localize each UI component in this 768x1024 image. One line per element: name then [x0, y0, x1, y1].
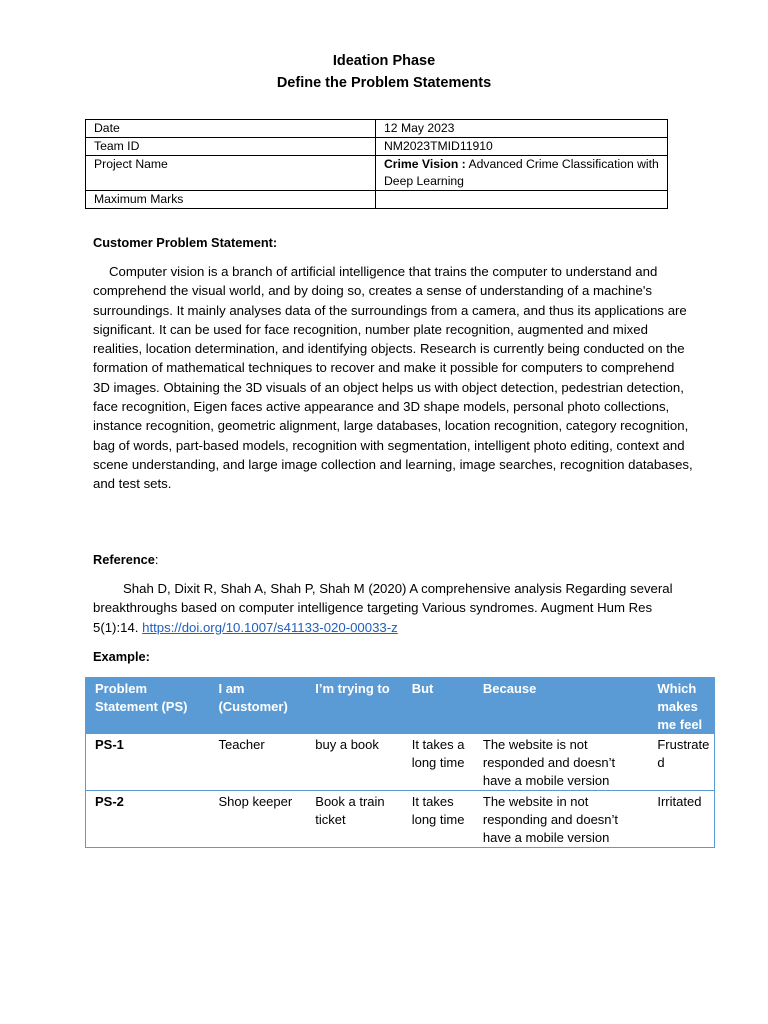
cell-because: The website is not responded and doesn’t have a mobile version	[474, 734, 648, 791]
problem-statement-heading: Customer Problem Statement:	[93, 235, 278, 250]
problem-statement-body: Computer vision is a branch of artificial intelligence that trains the computer to understand and comprehend the visual world, and by doing so, creates a sense of understanding of a machine's surroundings. It mainly analyses data of the surroundings from a camera, and thus its applications are significant. It can be used for face recognition, number plate recognition, augmented and mixed realities, location determination, and identifying objects. Research is currently being conducted on the formation of mathematical techniques to recover and make it possible for computers to comprehend 3D images. Obtaining the 3D visuals of an object helps us with object detection, pedestrian detection, face recognition, Eigen faces active appearance and 3D shape models, personal photo collections, instance recognition, geometric alignment, large databases, location recognition, category recognition, bag of words, part-based models, recognition with segmentation, intelligent photo editing, context and scene understanding, and large image collection and learning, image searches, recognition databases, and test sets.	[93, 264, 693, 492]
example-heading: Example:	[93, 649, 150, 664]
cell-customer: Shop keeper	[218, 794, 293, 809]
table-row	[86, 791, 715, 848]
reference-body	[93, 579, 693, 637]
cell-but: It takes a long time	[403, 734, 474, 791]
col-header-i-am: I am (Customer)	[209, 678, 306, 735]
example-header-row	[86, 678, 715, 735]
reference-heading	[93, 552, 158, 567]
col-header-feel: Which makes me feel	[648, 678, 714, 735]
info-label: Maximum Marks	[86, 191, 376, 209]
info-row-project-name	[86, 156, 668, 191]
info-row-maximum-marks	[86, 191, 668, 209]
cell-feel: Irritated	[657, 794, 702, 809]
cell-customer: Teacher	[209, 734, 306, 791]
info-value-project	[376, 156, 668, 191]
cell-feel: Frustrated	[648, 734, 714, 791]
page-subtitle: Define the Problem Statements	[276, 75, 492, 91]
project-name-rest: Advanced Crime Classification with Deep Learning	[384, 157, 659, 188]
project-info-table	[85, 119, 668, 209]
col-header-but: But	[403, 678, 474, 735]
reference-text: Shah D, Dixit R, Shah A, Shah P, Shah M (2020) A comprehensive analysis Regarding several breakthroughs based on computer intelligence targeting Various syndromes. Augment Hum Res 5(1):14.	[93, 581, 673, 635]
page-title: Ideation Phase	[332, 53, 436, 69]
cell-ps-id: PS-2	[95, 794, 124, 809]
info-value: NM2023TMID11910	[376, 138, 668, 156]
example-table	[85, 677, 715, 848]
info-value	[376, 191, 668, 209]
cell-ps-id: PS-1	[86, 734, 210, 791]
cell-because: The website in not responding and doesn’t have a mobile version	[482, 794, 619, 845]
info-label: Project Name	[86, 156, 376, 191]
info-row-team-id	[86, 138, 668, 156]
info-row-date	[86, 120, 668, 138]
reference-colon: :	[154, 552, 159, 567]
info-label: Date	[86, 120, 376, 138]
info-label: Team ID	[86, 138, 376, 156]
cell-trying-to: Book a train ticket	[315, 794, 385, 827]
info-value: 12 May 2023	[376, 120, 668, 138]
table-row	[86, 734, 715, 791]
col-header-trying-to: I’m trying to	[306, 678, 402, 735]
project-name-bold: Crime Vision :	[384, 157, 466, 171]
reference-link[interactable]: https://doi.org/10.1007/s41133-020-00033-z	[142, 619, 398, 635]
col-header-problem-statement: Problem Statement (PS)	[86, 678, 210, 735]
cell-but: It takes long time	[411, 794, 465, 827]
col-header-because: Because	[474, 678, 648, 735]
cell-trying-to: buy a book	[306, 734, 402, 791]
reference-heading-text: Reference	[93, 552, 155, 567]
